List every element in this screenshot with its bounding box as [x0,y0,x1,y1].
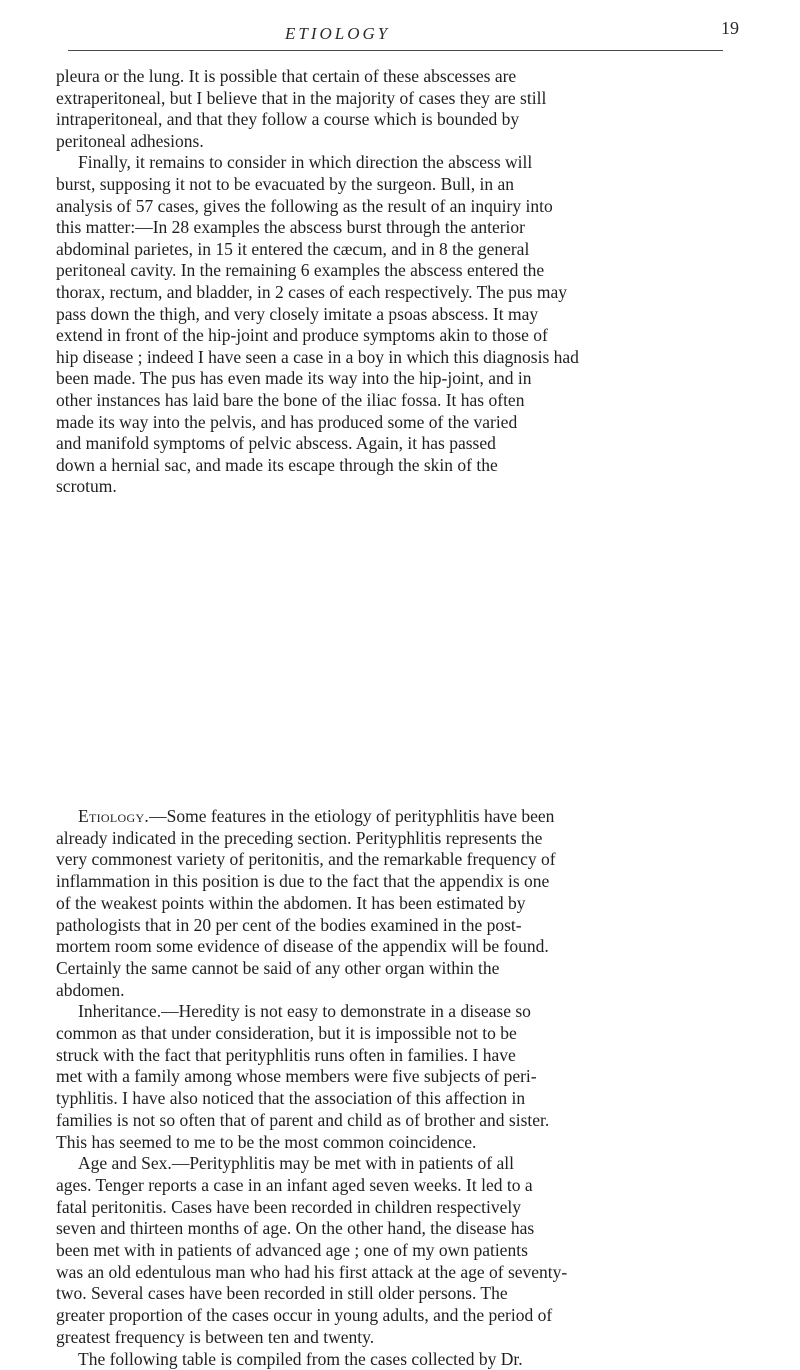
text-line: other instances has laid bare the bone of the iliac fossa. It has often [56,389,525,410]
abscess-bursting-section [56,66,738,498]
text-line: two. Several cases have been recorded in still older persons. The [56,1283,508,1304]
text-line: extraperitoneal, but I believe that in the majority of cases they are still [56,87,547,108]
text-line: been made. The pus has even made its way into the hip-joint, and in [56,368,532,389]
text-line: met with a family among whose members were five subjects of peri- [56,1066,537,1087]
etiology-heading: Etiology. [78,806,150,826]
text-line: extend in front of the hip-joint and produce symptoms akin to those of [56,325,548,346]
age-sex-first-line [56,1153,738,1175]
heading-dash: — [161,1001,179,1022]
text-run: Heredity is not easy to demonstrate in a disease so [178,1001,531,1022]
text-line: was an old edentulous man who had his first attack at the age of seventy- [56,1261,568,1282]
etiology-section [56,806,738,1370]
text-line: This has seemed to me to be the most common coincidence. [56,1131,477,1152]
header-rule [68,50,723,51]
text-line: The following table is compiled from the cases collected by Dr. [78,1348,523,1369]
text-line: been met with in patients of advanced age ; one of my own patients [56,1240,528,1261]
text-line: scrotum. [56,476,117,497]
inheritance-first-line [56,1001,738,1023]
text-line: mortem room some evidence of disease of the appendix will be found. [56,936,549,957]
text-line: inflammation in this position is due to the fact that the appendix is one [56,871,550,892]
text-line: greater proportion of the cases occur in young adults, and the period of [56,1305,553,1326]
text-line: common as that under consideration, but it is impossible not to be [56,1023,517,1044]
text-line: Certainly the same cannot be said of any other organ within the [56,957,500,978]
text-line: abdomen. [56,979,125,1000]
text-line: this matter:—In 28 examples the abscess burst through the anterior [56,217,525,238]
text-line: hip disease ; indeed I have seen a case in a boy in which this diagnosis had [56,346,579,367]
text-line: down a hernial sac, and made its escape through the skin of the [56,454,498,475]
text-line: pathologists that in 20 per cent of the bodies examined in the post- [56,914,522,935]
age-sex-heading: Age and Sex. [78,1153,172,1174]
text-run: Perityphlitis may be met with in patients of all [189,1153,514,1174]
text-line: seven and thirteen months of age. On the other hand, the disease has [56,1218,535,1239]
text-line: typhlitis. I have also noticed that the association of this affection in [56,1088,526,1109]
text-line: of the weakest points within the abdomen. It has been estimated by [56,892,526,913]
heading-dash: — [149,806,167,826]
text-line: pass down the thigh, and very closely imitate a psoas abscess. It may [56,303,539,324]
text-run: Some features in the etiology of perityphlitis have been [166,806,555,826]
text-line: very commonest variety of peritonitis, and the remarkable frequency of [56,849,556,870]
etiology-first-line [56,806,738,828]
text-line: pleura or the lung. It is possible that certain of these abscesses are [56,66,517,86]
text-line: thorax, rectum, and bladder, in 2 cases of each respectively. The pus may [56,281,567,302]
text-line: ages. Tenger reports a case in an infant aged seven weeks. It led to a [56,1174,533,1195]
text-line: analysis of 57 cases, gives the following as the result of an inquiry into [56,195,553,216]
text-line: fatal peritonitis. Cases have been recorded in children respectively [56,1196,522,1217]
text-line: Finally, it remains to consider in which direction the abscess will [78,152,533,173]
text-line: made its way into the pelvis, and has produced some of the varied [56,411,518,432]
text-line: greatest frequency is between ten and twenty. [56,1326,375,1347]
text-line: peritoneal adhesions. [56,130,204,151]
page-number: 19 [721,18,739,38]
heading-dash: — [171,1153,190,1174]
text-line: struck with the fact that perityphlitis runs often in families. I have [56,1044,516,1065]
inheritance-heading: Inheritance. [78,1001,162,1022]
text-line: already indicated in the preceding section. Perityphlitis represents the [56,827,543,848]
text-line: peritoneal cavity. In the remaining 6 examples the abscess entered the [56,260,545,281]
text-line: families is not so often that of parent and child as of brother and sister. [56,1109,550,1130]
text-line: intraperitoneal, and that they follow a course which is bounded by [56,109,520,130]
text-line: abdominal parietes, in 15 it entered the cæcum, and in 8 the general [56,238,530,259]
text-line: burst, supposing it not to be evacuated by the surgeon. Bull, in an [56,173,515,194]
running-header: ETIOLOGY [285,24,391,43]
text-line: and manifold symptoms of pelvic abscess. Again, it has passed [56,433,496,454]
